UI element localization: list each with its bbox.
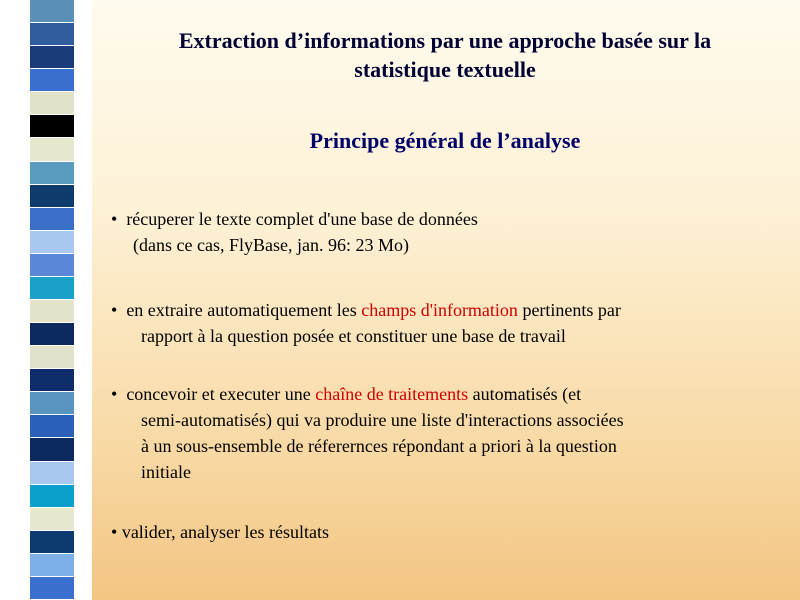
color-block (30, 554, 74, 577)
bullet-item-3-text-after: automatisés (et (468, 384, 582, 404)
bullet-item-2 (111, 297, 771, 349)
color-block (30, 254, 74, 277)
color-block (30, 485, 74, 508)
color-block (30, 392, 74, 415)
bullet-item-3-line-2: semi-automatisés) qui va produire une liste d'interactions associées (141, 410, 624, 430)
bullet-item-3-line-1 (111, 381, 771, 407)
bullet-marker: • (111, 300, 118, 320)
bullet-item-4-line-1 (111, 519, 771, 545)
color-block-strip (30, 0, 74, 600)
bullet-item-3-text-before: concevoir et executer une (126, 384, 316, 404)
bullet-marker: • (111, 384, 118, 404)
bullet-item-1-line-1 (111, 206, 771, 232)
bullet-item-3-line-4: initiale (141, 462, 191, 482)
bullet-item-4-text: valider, analyser les résultats (121, 522, 330, 542)
color-block (30, 115, 74, 138)
bullet-item-2-highlight: champs d'information (361, 300, 518, 320)
color-block (30, 346, 74, 369)
color-block (30, 438, 74, 461)
color-block (30, 277, 74, 300)
color-block (30, 23, 74, 46)
slide-title-line-1: Extraction d’informations par une approche basée sur la (178, 28, 712, 53)
color-block (30, 531, 74, 554)
color-block (30, 92, 74, 115)
bullet-item-1 (111, 206, 771, 258)
bullet-item-3-line-3: à un sous-ensemble de réferernces répondant a priori à la question (141, 436, 617, 456)
color-block (30, 208, 74, 231)
color-block (30, 300, 74, 323)
color-block (30, 0, 74, 23)
bullet-item-4 (111, 519, 771, 545)
color-block (30, 369, 74, 392)
decorative-sidebar (0, 0, 92, 600)
bullet-item-1-line-2: (dans ce cas, FlyBase, jan. 96: 23 Mo) (133, 235, 409, 255)
color-block (30, 415, 74, 438)
color-block (30, 138, 74, 161)
bullet-item-3-highlight: chaîne de traitements (315, 384, 469, 404)
bullet-item-2-line-1 (111, 297, 771, 323)
color-block (30, 323, 74, 346)
color-block (30, 508, 74, 531)
bullet-marker: • (111, 209, 118, 229)
bullet-item-2-text-before: en extraire automatiquement les (126, 300, 362, 320)
color-block (30, 162, 74, 185)
bullet-item-3 (111, 381, 771, 485)
bullet-marker: • (111, 522, 118, 542)
bullet-item-2-line-2: rapport à la question posée et constituer une base de travail (141, 326, 566, 346)
color-block (30, 185, 74, 208)
color-block (30, 46, 74, 69)
bullet-item-2-text-after: pertinents par (517, 300, 621, 320)
bullet-item-1-text: récuperer le texte complet d'une base de données (126, 209, 478, 229)
slide-title-line-2: statistique textuelle (354, 57, 536, 82)
color-block (30, 69, 74, 92)
slide-title (100, 26, 790, 84)
slide-subtitle: Principe général de l’analyse (309, 128, 581, 153)
color-block (30, 462, 74, 485)
color-block (30, 231, 74, 254)
color-block (30, 577, 74, 600)
